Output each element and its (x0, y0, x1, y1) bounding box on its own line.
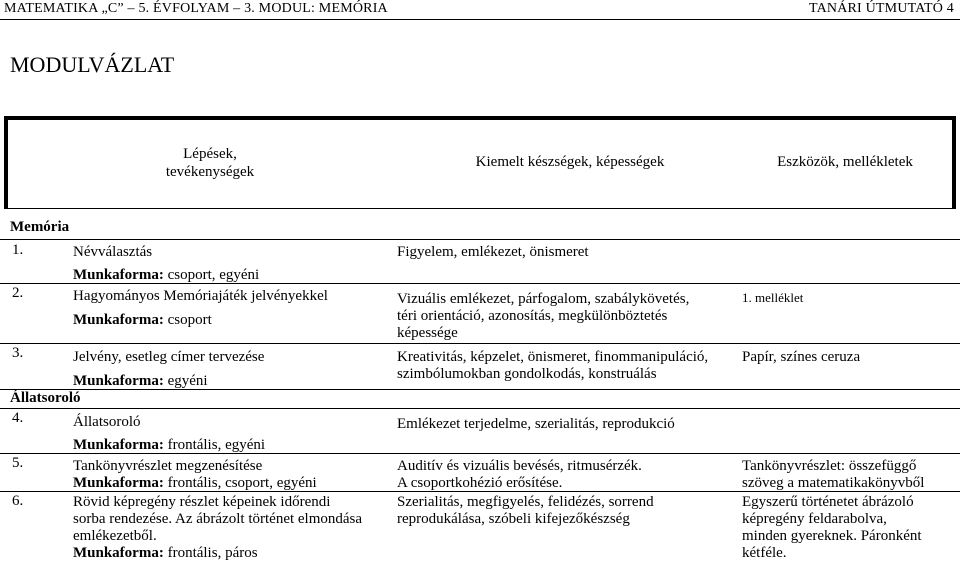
row-work-form (73, 312, 212, 329)
row-tools-line: kétféle. (742, 545, 787, 561)
row-number: 2. (12, 285, 24, 301)
header-right: TANÁRI ÚTMUTATÓ 4 (808, 1, 954, 16)
row-tools-line: képregény feldarabolva, (742, 511, 887, 527)
row-skills-line: Kreativitás, képzelet, önismeret, finommanipuláció, (397, 349, 709, 365)
section-divider (0, 389, 960, 390)
column-header-skills: Kiemelt készségek, képességek (475, 154, 665, 170)
row-divider (0, 491, 960, 492)
row-step: Jelvény, esetleg címer tervezése (73, 349, 265, 365)
row-number: 1. (12, 242, 24, 258)
row-tools-line: Tankönyvrészlet: összefüggő (742, 458, 917, 474)
row-skills (397, 458, 642, 492)
row-work-form (73, 475, 317, 492)
work-form-label: Munkaforma: (73, 312, 164, 328)
page-title: MODULVÁZLAT (10, 52, 175, 77)
work-form-value: frontális, egyéni (163, 437, 266, 453)
row-skills (397, 349, 708, 383)
row-work-form (73, 267, 259, 284)
row-divider (0, 239, 960, 240)
row-skills-line: A csoportkohézió erősítése. (397, 475, 563, 491)
row-work-form (73, 437, 265, 454)
header-left: MATEMATIKA „C” – 5. ÉVFOLYAM – 3. MODUL: MEMÓRIA (4, 1, 388, 16)
section-title-allatsorolo: Állatsoroló (10, 390, 81, 406)
row-skills: Figyelem, emlékezet, önismeret (397, 244, 589, 260)
row-tools-line: Egyszerű történetet ábrázoló (742, 494, 914, 510)
row-tools-line: minden gyereknek. Páronként (742, 528, 922, 544)
row-skills-line: szimbólumokban gondolkodás, konstruálás (397, 366, 657, 382)
row-divider (0, 283, 960, 284)
row-step-line: emlékezetből. (73, 528, 157, 544)
row-divider (0, 343, 960, 344)
row-number: 6. (12, 493, 24, 509)
row-tools: 1. melléklet (742, 290, 804, 305)
row-step: Névválasztás (73, 244, 153, 260)
row-divider (0, 408, 960, 409)
column-header-steps-line1: Lépések, (183, 146, 237, 162)
row-step (73, 494, 362, 562)
column-header-steps-line2: tevékenységek (165, 164, 255, 180)
row-skills: Emlékezet terjedelme, szerialitás, reprodukció (397, 416, 675, 432)
row-step: Hagyományos Memóriajáték jelvényekkel (73, 288, 328, 304)
row-step: Tankönyvrészlet megzenésítése (73, 458, 263, 474)
work-form-value: csoport, egyéni (163, 267, 260, 283)
row-number: 4. (12, 410, 24, 426)
work-form-value: frontális, páros (163, 545, 258, 561)
row-skills-line: Auditív és vizuális bevésés, ritmusérzék. (397, 458, 642, 474)
column-header-tools: Eszközök, mellékletek (777, 154, 913, 170)
row-tools (742, 494, 922, 562)
work-form-label: Munkaforma: (73, 475, 164, 491)
work-form-value: frontális, csoport, egyéni (163, 475, 317, 491)
work-form-label: Munkaforma: (73, 545, 164, 561)
row-skills-line: Vizuális emlékezet, párfogalom, szabálykövetés, (397, 291, 690, 307)
row-skills-line: képessége (397, 325, 458, 341)
work-form-label: Munkaforma: (73, 373, 164, 389)
header-rule (0, 19, 960, 20)
row-step-line: sorba rendezése. Az ábrázolt történet elmondása (73, 511, 363, 527)
row-step: Állatsoroló (73, 414, 141, 430)
row-tools: Papír, színes ceruza (742, 349, 861, 365)
section-title-memoria: Memória (10, 219, 70, 235)
row-number: 5. (12, 455, 24, 471)
work-form-value: csoport (163, 312, 212, 328)
row-work-form (73, 373, 208, 390)
row-number: 3. (12, 345, 24, 361)
row-divider (0, 453, 960, 454)
page-header (0, 0, 960, 22)
work-form-label: Munkaforma: (73, 267, 164, 283)
work-form-label: Munkaforma: (73, 437, 164, 453)
row-work-form (73, 545, 362, 562)
row-tools-line: szöveg a matematikakönyvből (742, 475, 925, 491)
row-step-line: Rövid képregény részlet képeinek időrendi (73, 494, 331, 510)
row-skills-line: téri orientáció, azonosítás, megkülönböztetés (397, 308, 668, 324)
column-header-steps (150, 145, 270, 181)
row-skills-line: Szerialitás, megfigyelés, felidézés, sorrend (397, 494, 654, 510)
row-tools (742, 458, 924, 492)
work-form-value: egyéni (163, 373, 208, 389)
row-skills (397, 494, 654, 528)
row-skills (397, 291, 689, 342)
row-skills-line: reprodukálása, szóbeli kifejezőkészség (397, 511, 630, 527)
